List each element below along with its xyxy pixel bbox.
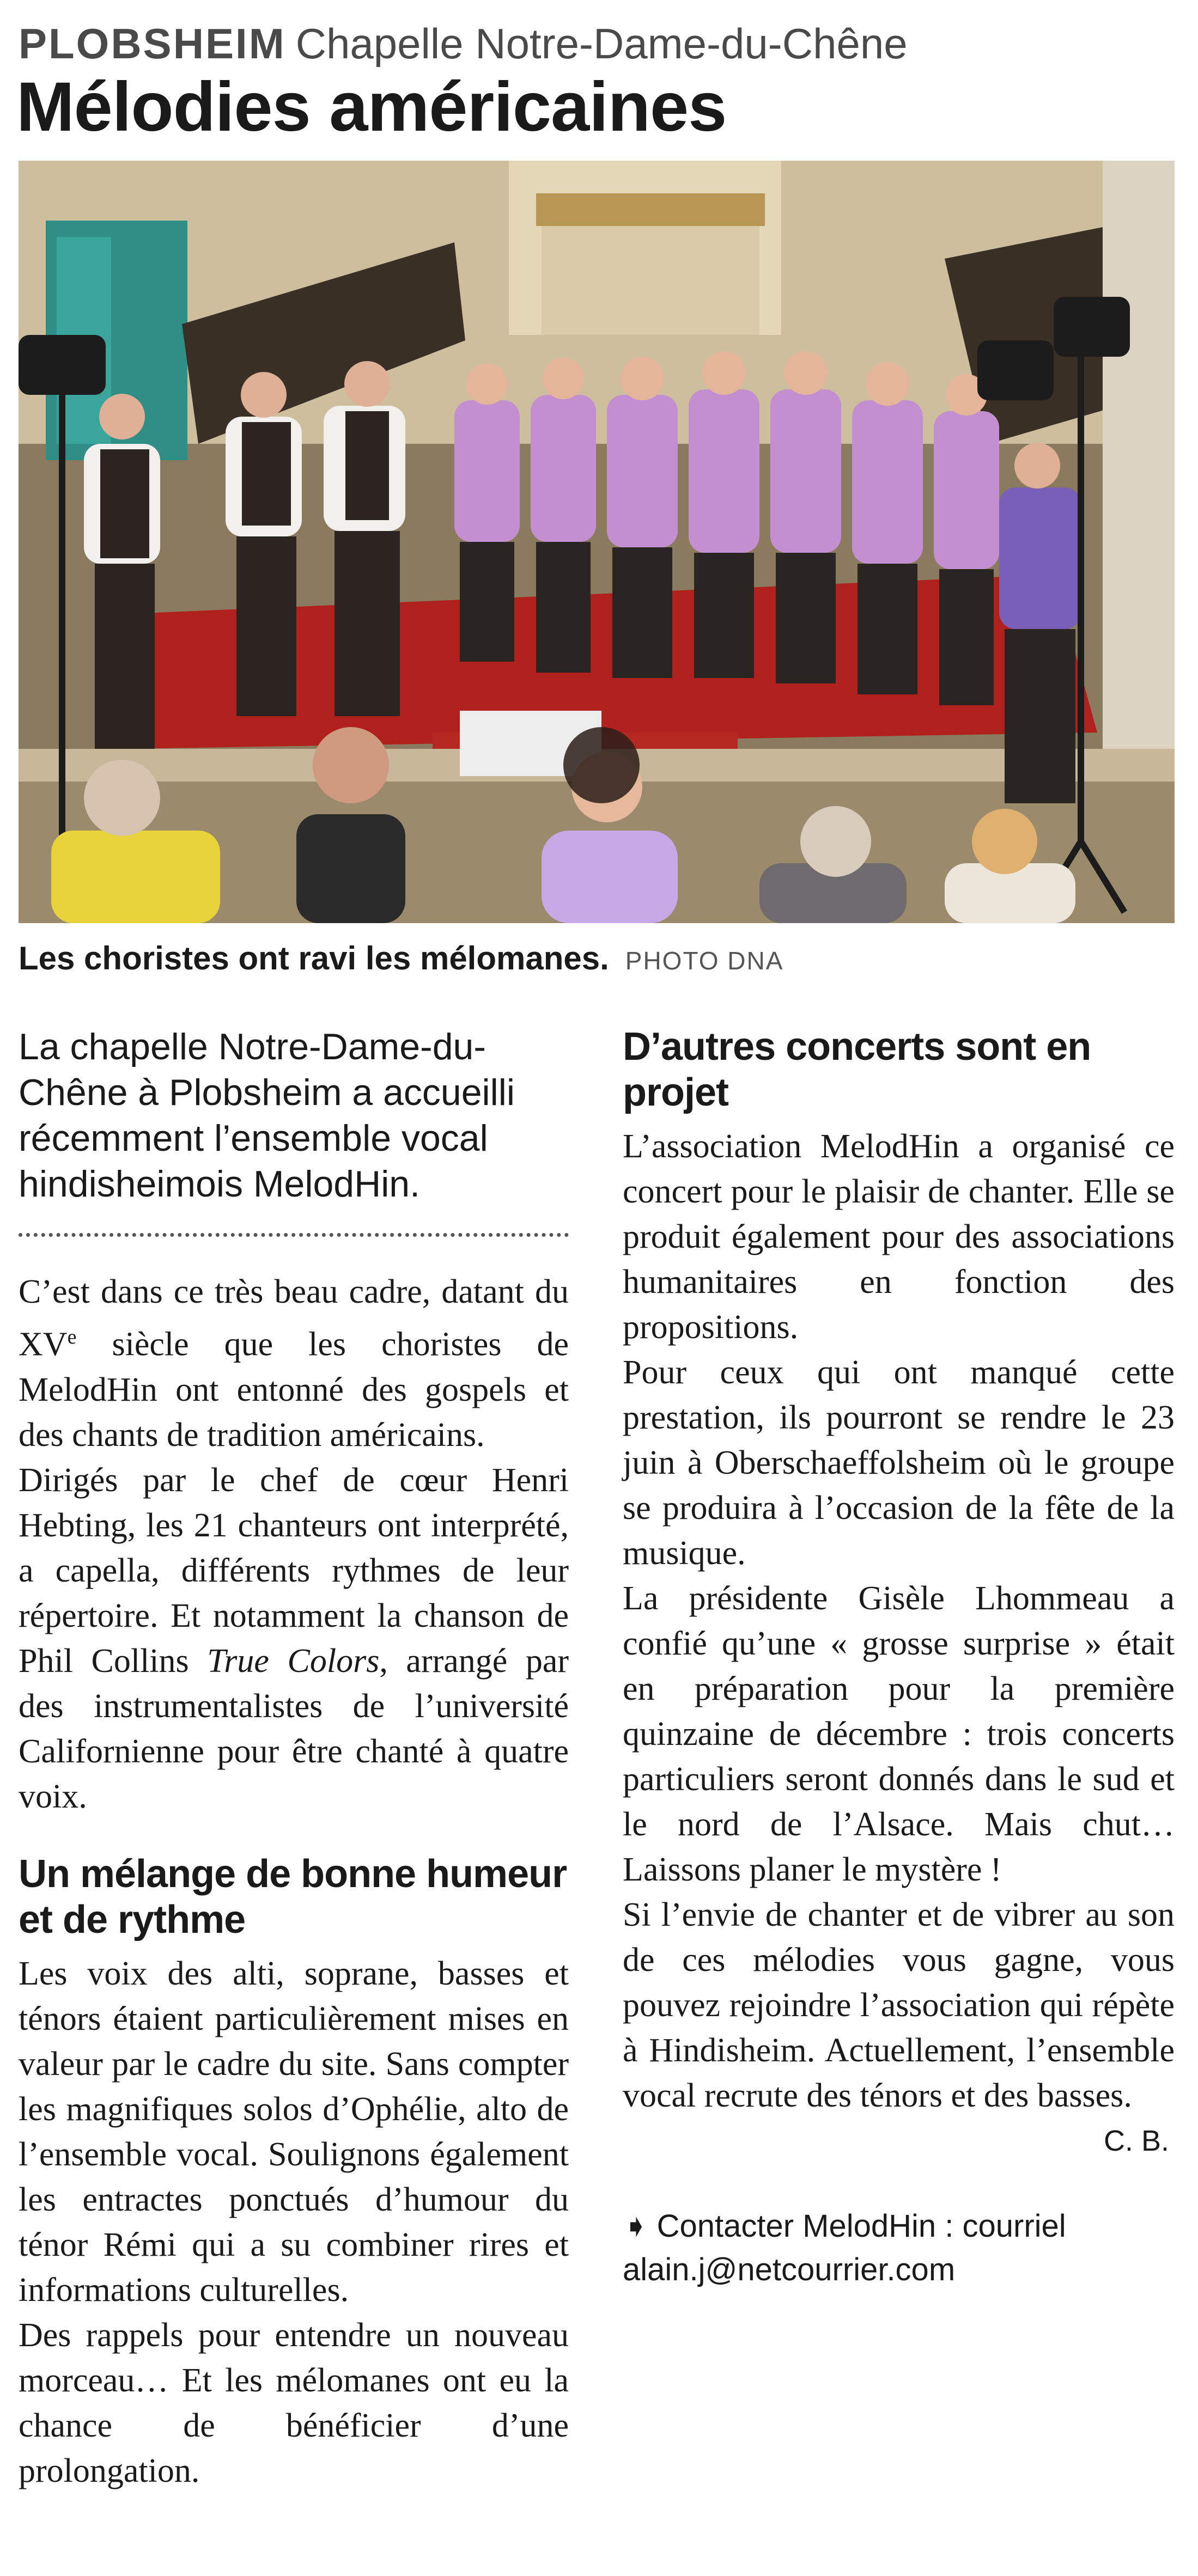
paragraph-5: L’association MelodHin a organisé ce concert pour le plaisir de chanter. Elle se produit également pour des associations humanitaires en fonction des propositions.	[623, 1128, 1175, 1346]
caption-text: Les choristes ont ravi les mélomanes.	[19, 940, 609, 976]
p1-superscript: e	[67, 1326, 77, 1348]
kicker-city: PLOBSHEIM	[19, 20, 286, 68]
column-left	[19, 1024, 569, 2494]
paragraph-2	[19, 1458, 569, 1820]
author-signature: C. B.	[1103, 2125, 1169, 2157]
p1-text-b: siècle que les choristes de MelodHin ont entonné des gospels et des chants de tradition américains.	[19, 1326, 569, 1454]
p2-text-a: Dirigés par le chef de cœur Henri Hebting, les 21 chanteurs ont interprété, a capella, différents rythmes de leur répertoire. Et notamment la chanson de Phil Collins	[19, 1461, 569, 1680]
section-kicker	[19, 16, 908, 71]
kicker-place: Chapelle Notre-Dame-du-Chêne	[295, 20, 908, 68]
paragraph-1	[19, 1269, 569, 1458]
dotted-divider	[19, 1233, 569, 1237]
contact-label: Contacter MelodHin : courriel	[656, 2208, 1066, 2244]
paragraph-3: Les voix des alti, soprane, basses et ténors étaient particulièrement mises en valeur par le cadre du site. Sans compter les magnifiques solos d’Ophélie, alto de l’ensemble vocal. Soulignons également les entractes ponctués d’humour du ténor Rémi qui a su combiner rires et informations culturelles.	[19, 1955, 569, 2309]
headline: Mélodies américaines	[16, 68, 727, 146]
subhead-2: D’autres concerts sont en projet	[623, 1025, 1091, 1114]
article-photo	[19, 161, 1175, 923]
photo-caption	[19, 937, 783, 989]
choir-photo-illustration	[19, 161, 1175, 923]
column-right	[623, 1024, 1175, 2292]
paragraph-7: La présidente Gisèle Lhommeau a confié qu’une « grosse surprise » était en préparation pour la première quinzaine de décembre : trois concerts particuliers seront donnés dans le sud et le nord de l’Alsace. Mais chut… Laissons planer le mystère !	[623, 1580, 1175, 1888]
paragraph-8: Si l’envie de chanter et de vibrer au son de ces mélodies vous gagne, vous pouvez rejoindre l’association qui répète à Hindisheim. Actuellement, l’ensemble vocal recrute des ténors et des basses.	[623, 1896, 1175, 2114]
p1-text-a: C’est dans ce très beau cadre, datant du XV	[19, 1273, 569, 1363]
arrow-icon: ➧	[623, 2208, 649, 2244]
contact-email[interactable]: alain.j@netcourrier.com	[623, 2252, 956, 2287]
article-lead: La chapelle Notre-Dame-du-Chêne à Plobsheim a accueilli récemment l’ensemble vocal hindisheimois MelodHin.	[19, 1026, 515, 1205]
contact-line	[623, 2205, 1175, 2248]
paragraph-4: Des rappels pour entendre un nouveau morceau… Et les mélomanes ont eu la chance de bénéficier d’une prolongation.	[19, 2316, 569, 2489]
subhead-1: Un mélange de bonne humeur et de rythme	[19, 1852, 567, 1942]
p2-song-title: True Colors	[207, 1642, 380, 1680]
contact-box	[623, 2205, 1175, 2292]
photo-credit: PHOTO DNA	[625, 947, 784, 975]
p2-text-b: , arrangé par des instrumentalistes de l’université Californienne pour être chanté à quatre voix.	[19, 1642, 569, 1815]
paragraph-6: Pour ceux qui ont manqué cette prestation, ils pourront se rendre le 23 juin à Oberschaeffolsheim où le groupe se produira à l’occasion de la fête de la musique.	[623, 1354, 1175, 1572]
